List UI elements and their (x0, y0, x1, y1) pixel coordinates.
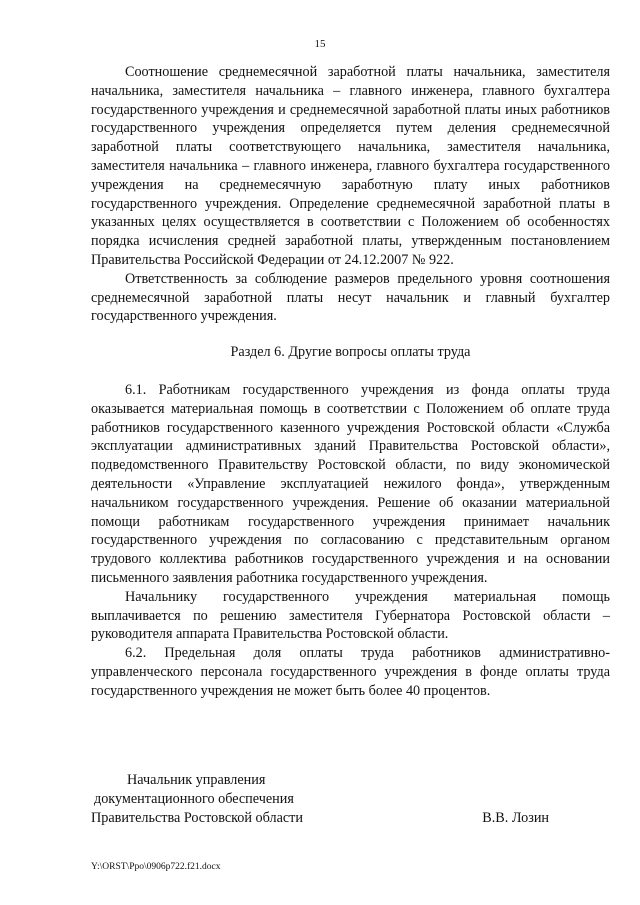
signatory-name: В.В. Лозин (482, 810, 549, 826)
signature-position-line-3: Правительства Ростовской области (91, 810, 303, 826)
file-path-footer: Y:\ORST\Ppo\0906p722.f21.docx (91, 862, 221, 872)
paragraph-responsibility: Ответственность за соблюдение размеров предельного уровня соотношения среднемесячной заработной платы несут начальник и главный бухгалтер государственного учреждения. (91, 270, 610, 325)
signature-row (91, 809, 549, 828)
section-heading: Раздел 6. Другие вопросы оплаты труда (230, 344, 471, 361)
paragraph-6-1: 6.1. Работникам государственного учреждения из фонда оплаты труда оказывается материальная помощь в соответствии с Положением об оплате труда работников государственного казенного учреждения Ростовской области «Служба эксплуатации административных зданий Правительства Ростовской области», подведомственного Правительству Ростовской области, по виду экономической деятельности «Управление эксплуатацией нежилого фонда», утвержденным начальником государственного учреждения. Решение об оказании материальной помощи работникам государственного учреждения принимает начальник государственного учреждения по согласованию с представительным органом трудового коллектива работников государственного учреждения и на основании письменного заявления работника государственного учреждения. (91, 381, 610, 586)
page-number: 15 (314, 38, 326, 50)
paragraph-salary-ratio: Соотношение среднемесячной заработной платы начальника, заместителя начальника, заместителя начальника – главного инженера, главного бухгалтера государственного учреждения и среднемесячной заработной платы иных работников государственного учреждения определяется путем деления среднемесячной заработной платы соответствующего начальника, заместителя начальника, заместителя начальника – главного инженера, главного бухгалтера государственного учреждения на среднемесячную заработную плату иных работников государственного учреждения. Определение среднемесячной заработной платы в указанных целях осуществляется в соответствии с Положением об особенностях порядка исчисления средней заработной платы, утвержденным постановлением Правительства Российской Федерации от 24.12.2007 № 922. (91, 64, 610, 268)
paragraph-head-assistance: Начальнику государственного учреждения материальная помощь выплачивается по решению заместителя Губернатора Ростовской области – руководителя аппарата Правительства Ростовской области. (91, 588, 610, 643)
paragraph-6-2: 6.2. Предельная доля оплаты труда работников административно-управленческого персонала государственного учреждения в фонде оплаты труда государственного учреждения не может быть более 40 процентов. (91, 645, 610, 699)
signature-position-line-2: документационного обеспечения (94, 791, 294, 807)
signature-position-line-1: Начальник управления (127, 772, 266, 788)
document-body (91, 63, 610, 701)
signature-block (91, 771, 610, 828)
